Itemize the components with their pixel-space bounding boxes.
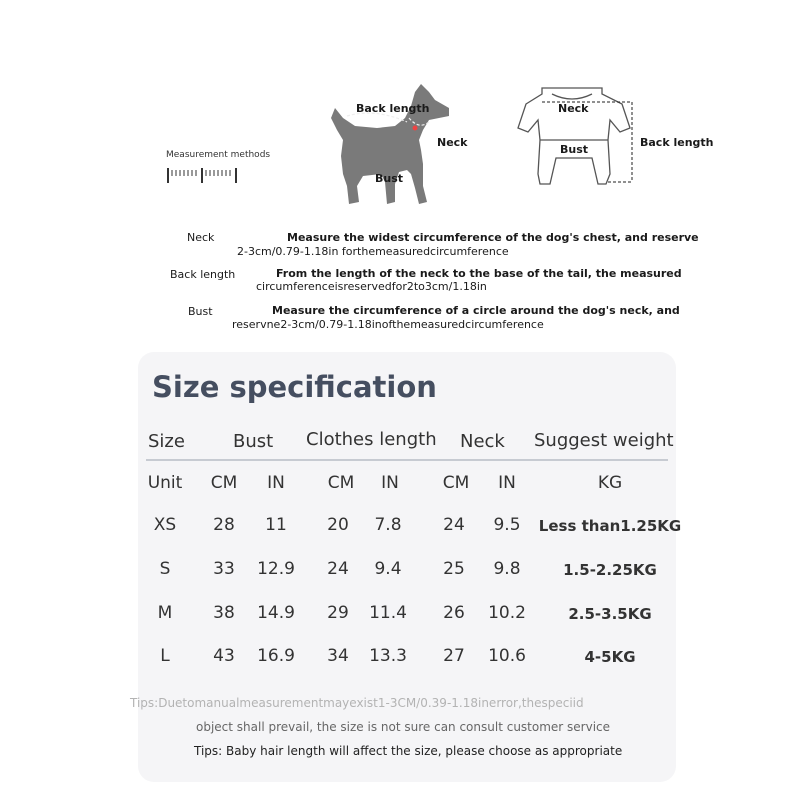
method-description: From the length of the neck to the base of the tail, the measured (276, 267, 682, 280)
row-len-in-cell: 11.4 (369, 603, 407, 623)
row-size-cell: XS (153, 515, 177, 535)
ruler-icon (166, 166, 238, 184)
row-weight-cell: Less than1.25KG (538, 517, 682, 535)
header-neck: Neck (460, 431, 505, 452)
unit-cell: IN (498, 473, 516, 493)
unit-cell: CM (327, 473, 355, 493)
dog-illustration (325, 78, 455, 210)
row-len-in-cell: 9.4 (374, 559, 402, 579)
header-size: Size (148, 431, 185, 452)
row-size-cell: S (159, 559, 171, 579)
row-bust-in-cell: 14.9 (257, 603, 295, 623)
method-description: Measure the circumference of a circle around the dog's neck, and (272, 304, 680, 317)
unit-cell: CM (210, 473, 238, 493)
row-neck-cm-cell: 26 (443, 603, 465, 623)
header-bust: Bust (233, 431, 274, 452)
method-description: reservne2-3cm/0.79-1.18inofthemeasuredcircumference (232, 318, 544, 331)
dog-neck-label: Neck (437, 136, 468, 149)
row-bust-in-cell: 11 (265, 515, 287, 535)
row-size-cell: M (157, 603, 173, 623)
shirt-bust-label: Bust (560, 143, 589, 156)
row-neck-in-cell: 10.2 (488, 603, 526, 623)
method-label: Back length (170, 268, 236, 281)
header-clothes-length: Clothes length (306, 429, 437, 450)
row-neck-cm-cell: 27 (443, 646, 465, 666)
dog-bust-label: Bust (375, 172, 404, 185)
row-neck-in-cell: 10.6 (488, 646, 526, 666)
tip-text: Tips:Duetomanualmeasurementmayexist1-3CM/0.39-1.18inerror,thespeciid (130, 696, 584, 710)
row-size-cell: L (160, 646, 170, 666)
row-len-cm-cell: 20 (327, 515, 349, 535)
method-description: circumferenceisreservedfor2to3cm/1.18in (256, 280, 487, 293)
row-neck-cm-cell: 24 (443, 515, 465, 535)
ruler-label: Measurement methods (166, 150, 271, 160)
tip-text: Tips: Baby hair length will affect the size, please choose as appropriate (194, 744, 623, 758)
row-weight-cell: 4-5KG (584, 648, 636, 666)
shirt-back-length-label: Back length (640, 136, 714, 149)
row-bust-cm-cell: 43 (213, 646, 235, 666)
header-divider (146, 459, 668, 461)
row-neck-in-cell: 9.8 (493, 559, 521, 579)
unit-cell: IN (381, 473, 399, 493)
unit-cell: KG (597, 473, 623, 493)
row-len-in-cell: 7.8 (374, 515, 402, 535)
row-weight-cell: 2.5-3.5KG (568, 605, 652, 623)
shirt-neck-label: Neck (558, 102, 589, 115)
unit-cell: IN (267, 473, 285, 493)
row-len-cm-cell: 29 (327, 603, 349, 623)
method-label: Neck (187, 231, 215, 244)
size-spec-title: Size specification (152, 370, 437, 404)
method-description: Measure the widest circumference of the dog's chest, and reserve (287, 231, 699, 244)
row-weight-cell: 1.5-2.25KG (563, 561, 657, 579)
row-bust-cm-cell: 33 (213, 559, 235, 579)
row-len-cm-cell: 34 (327, 646, 349, 666)
unit-label: Unit (147, 473, 183, 493)
unit-cell: CM (442, 473, 470, 493)
row-bust-in-cell: 12.9 (257, 559, 295, 579)
row-len-cm-cell: 24 (327, 559, 349, 579)
row-bust-cm-cell: 28 (213, 515, 235, 535)
row-bust-in-cell: 16.9 (257, 646, 295, 666)
row-bust-cm-cell: 38 (213, 603, 235, 623)
row-neck-cm-cell: 25 (443, 559, 465, 579)
tip-text: object shall prevail, the size is not sure can consult customer service (196, 720, 611, 734)
row-len-in-cell: 13.3 (369, 646, 407, 666)
method-description: 2-3cm/0.79-1.18in forthemeasuredcircumference (237, 245, 509, 258)
method-label: Bust (188, 305, 213, 318)
row-neck-in-cell: 9.5 (493, 515, 521, 535)
clothes-illustration (512, 84, 642, 194)
dog-back-length-label: Back length (356, 102, 430, 115)
header-suggest-weight: Suggest weight (534, 430, 674, 451)
